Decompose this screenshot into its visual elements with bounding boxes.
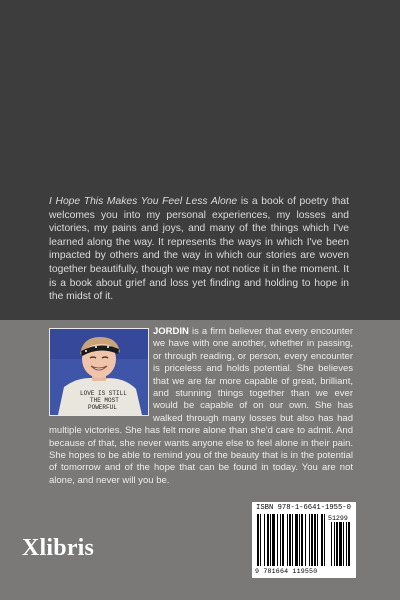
author-bio-text: is a firm believer that every encounter we have with one another, whether in passing, or through reading, or person, every encounter is priceless and holds potential. She believes that we are far more capable of great, brilliant, and stunning things together than we ever would be capable of on our own. She has walked through many losses but also has had multiple victories. She has felt more alone than she'd care to admit. And because of that, she never wants anyone else to feel alone in their pain. She hopes to be able to remind you of the beauty that is in the potential of tomorrow and of the hope that can be found in today. You are not alone, and never will you be. xyxy=(49,326,353,486)
author-bio xyxy=(49,326,353,487)
isbn-text: ISBN 978-1-6641-1955-0 xyxy=(256,504,351,512)
photo-spacer xyxy=(49,326,153,416)
shirt-text-line-1: LOVE IS STILL xyxy=(80,390,127,397)
author-name: JORDIN xyxy=(153,326,189,337)
barcode-bars xyxy=(255,514,353,568)
shirt-text-line-2: THE MOST xyxy=(90,397,119,404)
book-description xyxy=(49,195,349,304)
description-text: is a book of poetry that welcomes you into my personal experiences, my losses and victories, my pains and joys, and many of the things which I've learned along the way. It represents the ways in which I've been impacted by others and the way in which our stories are woven together beautifully, though we may not notice it in the moment. It is a book about grief and loss yet finding and holding to hope in the midst of it. xyxy=(49,196,349,303)
isbn-barcode xyxy=(252,502,356,578)
publisher-logo: Xlibris xyxy=(22,535,95,561)
book-title: I Hope This Makes You Feel Less Alone xyxy=(49,196,238,207)
price-code: 51299 xyxy=(328,515,348,522)
barcode-digits: 9 781664 119550 xyxy=(255,568,318,575)
shirt-text-line-3: POWERFUL xyxy=(88,404,117,411)
